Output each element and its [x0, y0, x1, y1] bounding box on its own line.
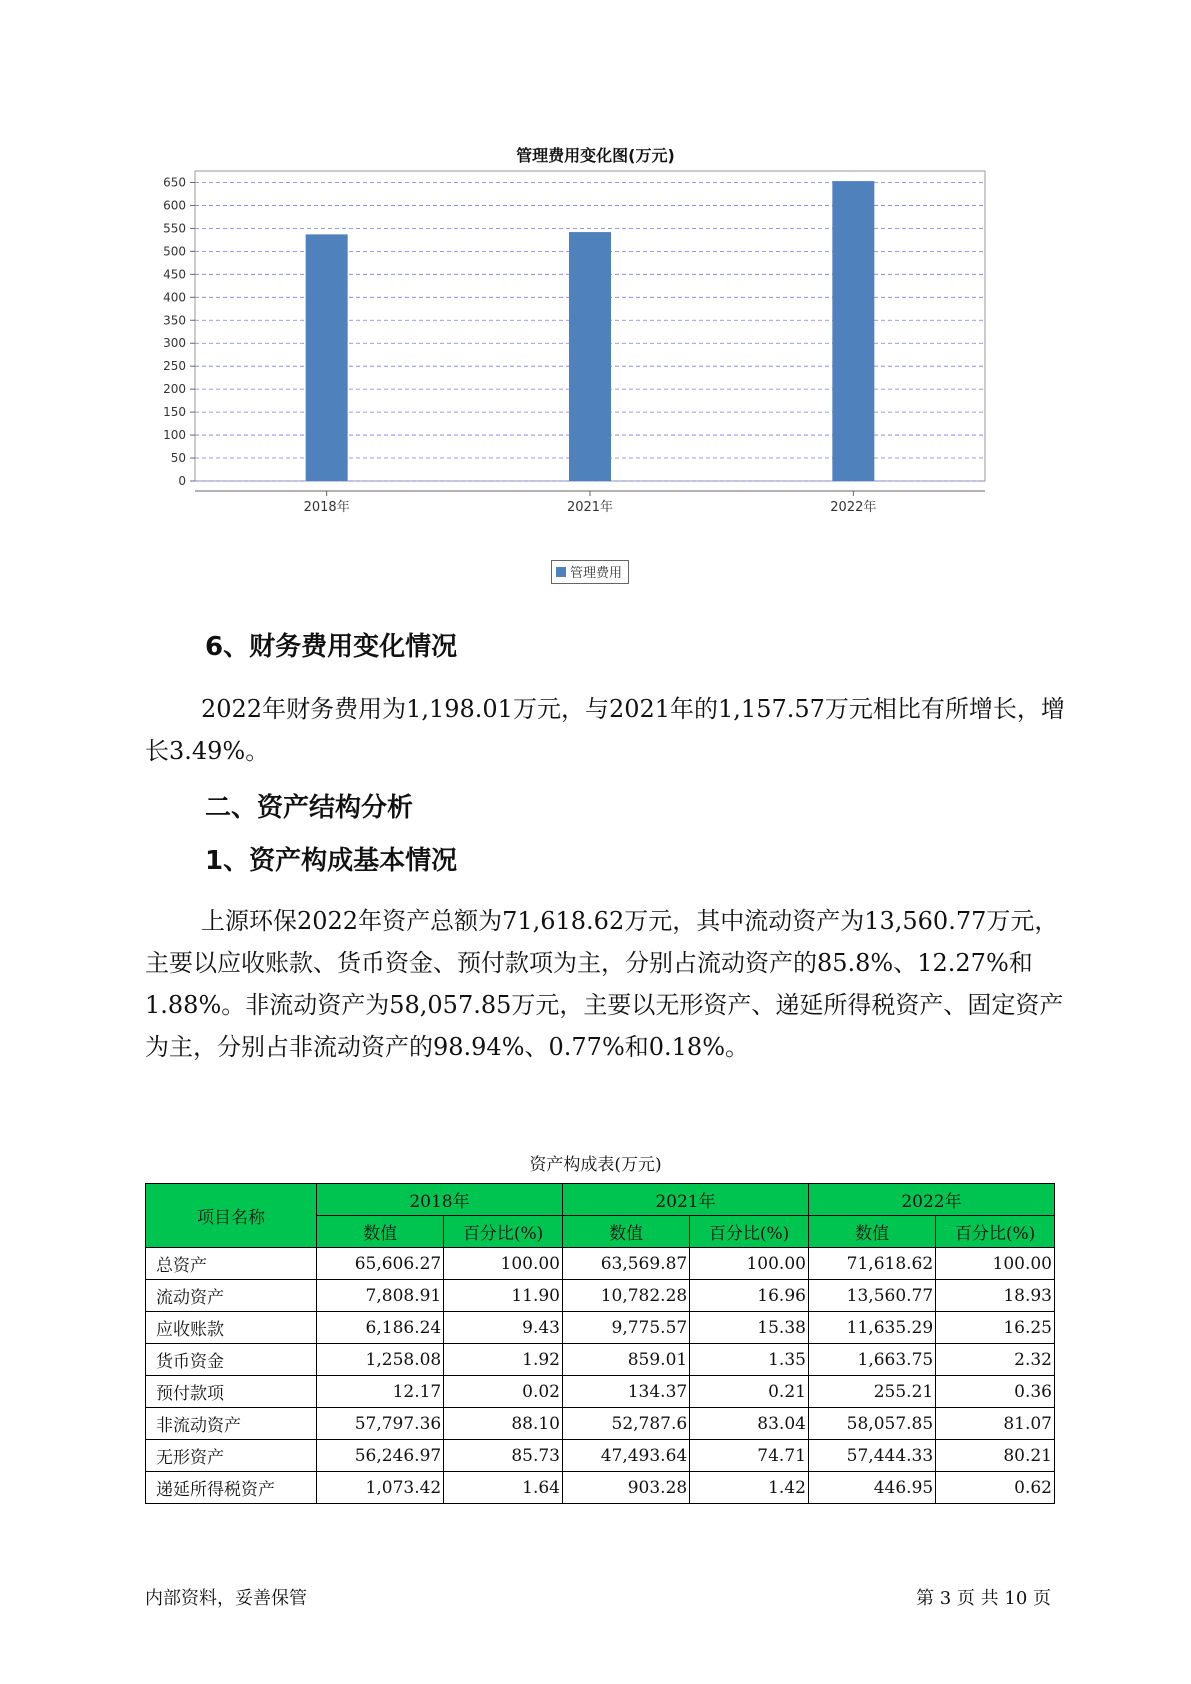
y-tick-label: 150: [163, 405, 186, 420]
y-tick-label: 100: [163, 428, 186, 443]
percent-cell: 1.42: [690, 1472, 809, 1504]
y-tick-label: 300: [163, 336, 186, 351]
value-cell: 63,569.87: [562, 1248, 689, 1280]
y-tick-label: 200: [163, 382, 186, 397]
row-label: 预付款项: [146, 1376, 317, 1408]
table-row: [146, 1408, 1055, 1440]
row-label: 应收账款: [146, 1312, 317, 1344]
bar-2021年: [569, 232, 611, 481]
section6-paragraph: 2022年财务费用为1,198.01万元，与2021年的1,157.57万元相比有所增长，增长3.49%。: [145, 695, 1065, 765]
percent-cell: 74.71: [690, 1440, 809, 1472]
asset-structure-table: [145, 1183, 1055, 1504]
percent-cell: 11.90: [444, 1280, 563, 1312]
percent-cell: 15.38: [690, 1312, 809, 1344]
y-tick-label: 650: [163, 175, 186, 190]
percent-cell: 0.62: [936, 1472, 1055, 1504]
table-row: [146, 1376, 1055, 1408]
row-label: 非流动资产: [146, 1408, 317, 1440]
y-tick-label: 0: [178, 474, 186, 488]
value-cell: 6,186.24: [317, 1312, 444, 1344]
x-tick-label: 2018年: [303, 500, 350, 515]
legend-swatch: [556, 567, 566, 577]
header-year-2021: 2021年: [562, 1184, 808, 1216]
table-title: 资产构成表(万元): [529, 1155, 662, 1175]
percent-cell: 0.21: [690, 1376, 809, 1408]
percent-cell: 2.32: [936, 1344, 1055, 1376]
table-row: [146, 1312, 1055, 1344]
table-row: [146, 1248, 1055, 1280]
table-row: [146, 1440, 1055, 1472]
percent-cell: 81.07: [936, 1408, 1055, 1440]
percent-cell: 85.73: [444, 1440, 563, 1472]
percent-cell: 1.35: [690, 1344, 809, 1376]
value-cell: 13,560.77: [808, 1280, 935, 1312]
row-label: 总资产: [146, 1248, 317, 1280]
value-cell: 52,787.6: [562, 1408, 689, 1440]
percent-cell: 1.64: [444, 1472, 563, 1504]
value-cell: 7,808.91: [317, 1280, 444, 1312]
value-cell: 1,663.75: [808, 1344, 935, 1376]
percent-cell: 80.21: [936, 1440, 1055, 1472]
y-tick-label: 400: [163, 290, 186, 305]
row-label: 货币资金: [146, 1344, 317, 1376]
header-value: 数值: [808, 1216, 935, 1248]
percent-cell: 100.00: [444, 1248, 563, 1280]
value-cell: 859.01: [562, 1344, 689, 1376]
value-cell: 9,775.57: [562, 1312, 689, 1344]
value-cell: 71,618.62: [808, 1248, 935, 1280]
percent-cell: 1.92: [444, 1344, 563, 1376]
table-row: [146, 1472, 1055, 1504]
row-label: 递延所得税资产: [146, 1472, 317, 1504]
header-value: 数值: [317, 1216, 444, 1248]
header-percent: 百分比(%): [936, 1216, 1055, 1248]
section2-1-heading: 1、资产构成基本情况: [205, 846, 458, 876]
table-body: [146, 1248, 1055, 1504]
percent-cell: 100.00: [690, 1248, 809, 1280]
percent-cell: 16.96: [690, 1280, 809, 1312]
x-tick-label: 2022年: [830, 500, 877, 515]
y-tick-label: 600: [163, 198, 186, 213]
bar-2018年: [306, 234, 348, 481]
value-cell: 134.37: [562, 1376, 689, 1408]
header-percent: 百分比(%): [690, 1216, 809, 1248]
section2-heading: 二、资产结构分析: [205, 793, 414, 823]
value-cell: 58,057.85: [808, 1408, 935, 1440]
value-cell: 47,493.64: [562, 1440, 689, 1472]
y-tick-label: 450: [163, 267, 186, 282]
header-value: 数值: [562, 1216, 689, 1248]
percent-cell: 18.93: [936, 1280, 1055, 1312]
header-year-2018: 2018年: [317, 1184, 563, 1216]
legend-label: 管理费用: [570, 566, 623, 581]
chart-legend: [551, 560, 629, 584]
value-cell: 446.95: [808, 1472, 935, 1504]
bar-2022年: [832, 181, 874, 481]
percent-cell: 0.02: [444, 1376, 563, 1408]
value-cell: 65,606.27: [317, 1248, 444, 1280]
percent-cell: 83.04: [690, 1408, 809, 1440]
table-row: [146, 1280, 1055, 1312]
section6-heading: 6、财务费用变化情况: [205, 632, 458, 662]
value-cell: 57,797.36: [317, 1408, 444, 1440]
section2-1-paragraph: 上源环保2022年资产总额为71,618.62万元，其中流动资产为13,560.77万元，主要以应收账款、货币资金、预付款项为主，分别占流动资产的85.8%、12.27%和1.88%。非流动资产为58,057.85万元，主要以无形资产、递延所得税资产、固定资产为主，分别占非流动资产的98.94%、0.77%和0.18%。: [145, 907, 1064, 1061]
value-cell: 12.17: [317, 1376, 444, 1408]
value-cell: 1,258.08: [317, 1344, 444, 1376]
y-tick-label: 550: [163, 221, 186, 236]
row-label: 流动资产: [146, 1280, 317, 1312]
management-expense-bar-chart: [150, 168, 1020, 548]
header-percent: 百分比(%): [444, 1216, 563, 1248]
table-row: [146, 1344, 1055, 1376]
y-tick-label: 350: [163, 313, 186, 328]
value-cell: 11,635.29: [808, 1312, 935, 1344]
row-label: 无形资产: [146, 1440, 317, 1472]
y-tick-label: 250: [163, 359, 186, 374]
value-cell: 903.28: [562, 1472, 689, 1504]
percent-cell: 88.10: [444, 1408, 563, 1440]
value-cell: 255.21: [808, 1376, 935, 1408]
y-tick-label: 500: [163, 244, 186, 259]
y-tick-label: 50: [170, 451, 186, 466]
footer-confidential-note: 内部资料，妥善保管: [145, 1588, 307, 1609]
value-cell: 10,782.28: [562, 1280, 689, 1312]
percent-cell: 100.00: [936, 1248, 1055, 1280]
value-cell: 57,444.33: [808, 1440, 935, 1472]
header-item-name: 项目名称: [146, 1184, 317, 1248]
chart-title: 管理费用变化图(万元): [516, 146, 675, 165]
percent-cell: 16.25: [936, 1312, 1055, 1344]
value-cell: 56,246.97: [317, 1440, 444, 1472]
header-year-2022: 2022年: [808, 1184, 1054, 1216]
x-tick-label: 2021年: [566, 500, 614, 515]
footer-page-number: 第 3 页 共 10 页: [916, 1588, 1051, 1609]
value-cell: 1,073.42: [317, 1472, 444, 1504]
percent-cell: 0.36: [936, 1376, 1055, 1408]
percent-cell: 9.43: [444, 1312, 563, 1344]
